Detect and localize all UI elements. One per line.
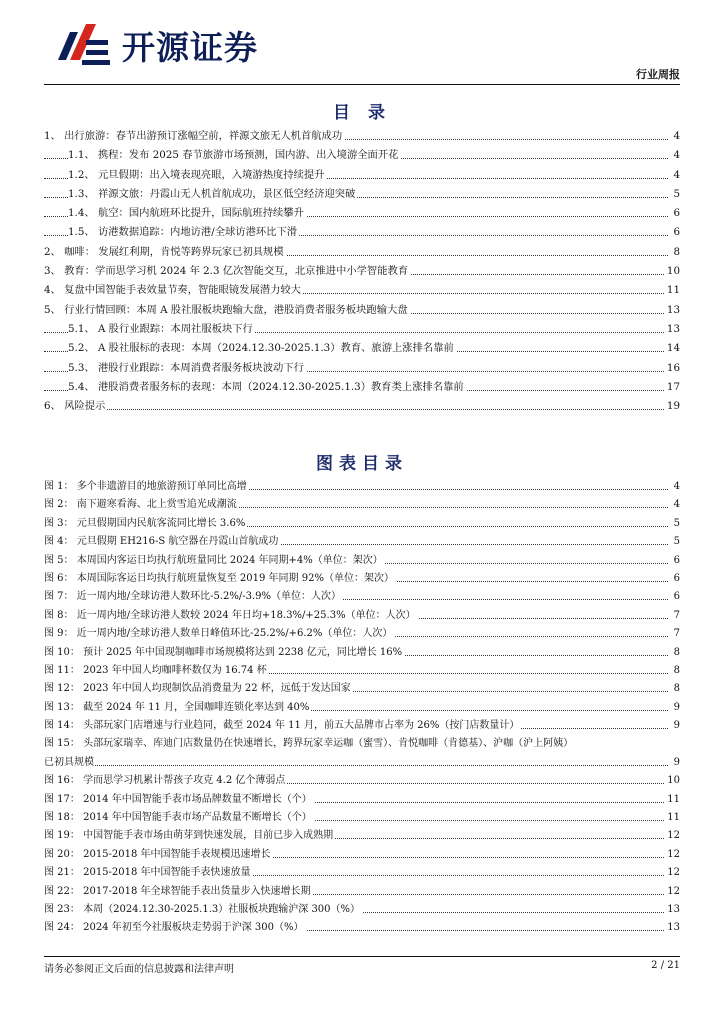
toc-entry-text: 教育：学而思学习机 2024 年 2.3 亿次智能交互，北京推进中小学智能教育 [64,265,409,278]
figure-entry[interactable] [44,827,680,845]
dot-leader [44,409,668,410]
figure-entry-continuation[interactable] [44,754,680,772]
toc-entry[interactable] [44,262,680,281]
toc-list [44,127,680,416]
figure-entry-text-cont: 已初具规模 [44,754,94,772]
figure-entry-number: 图 7： [44,591,74,603]
figure-entry-number: 图 22： [44,885,80,897]
figure-entry[interactable] [44,772,680,790]
figure-entry-text: 2014 年中国智能手表市场产品数量不断增长（个） [83,812,312,824]
figure-entry-number: 图 15： [44,738,80,750]
toc-entry[interactable] [44,243,680,262]
figure-entry-page: 4 [672,496,680,514]
company-logo [56,20,286,68]
figure-entry-page: 11 [665,809,680,827]
figure-entry[interactable] [44,533,680,551]
toc-entry-number: 1.2、 [68,168,95,181]
figure-entry-number: 图 20： [44,848,80,860]
toc-entry[interactable] [44,301,680,320]
figure-entry-text: 截至 2024 年 11 月，全国咖啡连锁化率达到 40% [83,701,310,713]
figure-entry-page: 12 [665,864,680,882]
figure-entry-text: 近一周内地/全球访港人数较 2024 年日均+18.3%/+25.3%（单位：人次） [76,609,416,621]
figure-entry-page: 8 [672,680,680,698]
figure-entry-text: 南下避寒看海、北上赏雪追光成潮流 [76,499,237,511]
figure-entry-page: 4 [672,478,680,496]
figure-entry-number: 图 9： [44,628,74,640]
figure-entry-text: 近一周内地/全球访港人数环比-5.2%/-3.9%（单位：人次） [76,591,342,603]
figure-entry-text: 预计 2025 年中国现制咖啡市场规模将达到 2238 亿元，同比增长 16% [83,646,403,658]
toc-entry-page: 13 [665,301,680,320]
toc-entry[interactable] [44,127,680,146]
figure-entry-text: 2017-2018 年全球智能手表出货量步入快速增长期 [83,885,311,897]
figure-entry-text: 头部玩家瑞幸、库迪门店数量仍在快速增长，跨界玩家幸运咖（蜜雪）、肯悦咖啡（肯德基）、沪咖（沪上阿姨） [83,738,574,750]
figure-entry-page: 9 [672,717,680,735]
figure-entry-text: 2015-2018 年中国智能手表快速放量 [83,867,251,879]
figure-entry-page: 8 [672,662,680,680]
figure-entry-text: 中国智能手表市场由萌芽到快速发展，目前已步入成熟期 [83,830,334,842]
figure-entry-number: 图 4： [44,536,74,548]
toc-entry[interactable] [44,359,680,378]
toc-entry-number: 1.5、 [68,226,95,239]
toc-entry-page: 16 [665,359,680,378]
logo-mark-icon [56,20,116,68]
figure-entry-number: 图 19： [44,830,80,842]
toc-entry-page: 5 [671,185,680,204]
toc-entry-page: 10 [665,262,680,281]
figure-entry-number: 图 16： [44,775,80,787]
figure-entry-text: 近一周内地/全球访港人数单日峰值环比-25.2%/+6.2%（单位：人次） [76,628,393,640]
toc-entry-page: 8 [671,243,680,262]
figure-entry-number: 图 21： [44,867,80,879]
toc-entry-text: 港股消费者服务标的表现：本周（2024.12.30-2025.1.3）教育类上涨排名靠前 [97,380,464,393]
figure-entry-text: 本周（2024.12.30-2025.1.3）社服板块跑输沪深 300（%） [83,903,361,915]
figure-entry-text: 2023 年中国人均现制饮品消费量为 22 杯，远低于发达国家 [83,683,351,695]
toc-entry[interactable] [44,378,680,397]
toc-entry[interactable] [44,339,680,358]
brand-name: 开源证券 [122,28,258,67]
figure-entry-text: 多个非遗游目的地旅游预订单同比高增 [76,481,247,492]
toc-entry-number: 1.4、 [68,207,95,220]
figure-entry-text: 学而思学习机累计帮孩子攻克 4.2 亿个薄弱点 [83,775,286,787]
toc-entry[interactable] [44,146,680,165]
figure-entry-text: 2015-2018 年中国智能手表规模迅速增长 [83,848,271,860]
toc-entry-number: 5.1、 [68,322,95,335]
figure-entry[interactable] [44,496,680,514]
figure-entry-page: 11 [665,791,680,809]
toc-entry-page: 13 [665,320,680,339]
toc-entry-text: 出行旅游：春节出游预订涨幅空前，祥源文旅无人机首航成功 [64,130,343,142]
figure-entry-page: 9 [672,699,680,717]
toc-entry-text: A 股社服标的表现：本周（2024.12.30-2025.1.3）教育、旅游上涨排名靠前 [97,342,454,355]
figure-entry[interactable] [44,588,680,606]
toc-entry[interactable] [44,204,680,223]
figure-entry-number: 图 11： [44,664,80,676]
toc-entry-text: 携程：发布 2025 春节旅游市场预测，国内游、出入境游全面开花 [97,149,399,162]
figure-entry-number: 图 14： [44,720,80,732]
disclaimer-text: 请务必参阅正文后面的信息披露和法律声明 [44,964,234,975]
figure-entry[interactable] [44,552,680,570]
figure-entry[interactable] [44,901,680,919]
figure-entry-page: 12 [665,827,680,845]
toc-entry-page: 4 [671,127,680,146]
figure-entry-page: 6 [672,570,680,588]
figure-entry[interactable] [44,735,680,753]
figure-entry-number: 图 12： [44,683,80,695]
figure-entry[interactable] [44,680,680,698]
figure-entry-page: 13 [665,919,680,937]
toc-entry[interactable] [44,320,680,339]
figure-entry-text: 2024 年初至今社服板块走势弱于沪深 300（%） [83,922,304,934]
figure-entry-page: 13 [665,901,680,919]
figure-list-title: 图表目录 [316,454,408,474]
figure-entry-text: 元旦假期国内民航客流同比增长 3.6% [76,517,246,529]
figure-entry[interactable] [44,570,680,588]
figure-entry-text: 头部玩家门店增速与行业趋同，截至 2024 年 11 月，前五大品牌市占率为 26%（按门店数量计） [83,720,520,732]
toc-entry-number: 3、 [44,265,61,278]
toc-entry-number: 5.3、 [68,361,95,374]
toc-entry-number: 4、 [44,284,61,297]
figure-entry-page: 10 [665,772,680,790]
figure-entry-page: 8 [672,644,680,662]
toc-entry-number: 5.4、 [68,380,95,393]
figure-entry[interactable] [44,625,680,643]
toc-entry-text: 复盘中国智能手表效量节奏，智能眼镜发展潜力较大 [64,284,301,297]
figure-entry[interactable] [44,919,680,937]
header-divider [44,84,680,85]
toc-entry[interactable] [44,281,680,300]
figure-entry-number: 图 10： [44,646,80,658]
figure-entry-page: 12 [665,883,680,901]
figure-entry-number: 图 18： [44,812,80,824]
report-type-tag: 行业周报 [636,68,680,81]
figure-entry[interactable] [44,717,680,735]
figure-entry-page: 5 [672,515,680,533]
toc-entry-page: 4 [671,146,680,165]
figure-entry[interactable] [44,662,680,680]
toc-entry[interactable] [44,166,680,185]
toc-entry-page: 6 [671,204,680,223]
figure-entry[interactable] [44,699,680,717]
figure-entry-number: 图 24： [44,922,80,934]
toc-entry-number: 1、 [44,130,61,142]
figure-entry-number: 图 3： [44,517,74,529]
toc-entry-number: 5、 [44,303,61,316]
figure-entry-number: 图 1： [44,481,74,492]
footer-divider [44,956,680,957]
figure-entry-number: 图 17： [44,793,80,805]
figure-entry-text: 本周国内客运日均执行航班量同比 2024 年同期+4%（单位：架次） [76,554,383,566]
figure-entry[interactable] [44,809,680,827]
figure-entry-page: 12 [665,846,680,864]
toc-entry-text: 祥源文旅：丹霞山无人机首航成功，景区低空经济迎突破 [97,187,356,200]
toc-entry-page: 6 [671,223,680,242]
toc-entry-number: 1.3、 [68,187,95,200]
figure-entry-text: 元旦假期 EH216-S 航空器在丹霞山首航成功 [76,536,279,548]
toc-entry-text: A 股行业跟踪：本周社服板块下行 [97,322,253,335]
figure-entry-number: 图 23： [44,903,80,915]
figure-entry-page: 6 [672,588,680,606]
figure-entry-text: 2014 年中国智能手表市场品牌数量不断增长（个） [83,793,312,805]
figure-list [44,478,680,938]
toc-entry-number: 5.2、 [68,342,95,355]
figure-entry-number: 图 5： [44,554,74,566]
toc-entry-text: 行业行情回顾：本周 A 股社服板块跑输大盘，港股消费者服务板块跑输大盘 [64,303,408,316]
figure-entry-page: 7 [672,625,680,643]
dot-leader [44,765,668,766]
figure-entry-text: 2023 年中国人均咖啡杯数仅为 16.74 杯 [83,664,267,676]
figure-entry-number: 图 13： [44,701,80,713]
page-header [44,14,680,81]
figure-entry-text: 本周国际客运日均执行航班量恢复至 2019 年同期 92%（单位：架次） [76,572,394,584]
toc-entry-text: 航空：国内航班环比提升，国际航班持续攀升 [97,207,304,220]
figure-entry[interactable] [44,883,680,901]
toc-title: 目 录 [333,103,391,123]
figure-entry[interactable] [44,478,680,496]
toc-entry-text: 风险提示 [64,400,106,413]
toc-entry-text: 元旦假期：出入境表现亮眼，入境游热度持续提升 [97,168,325,181]
figure-entry-number: 图 6： [44,572,74,584]
figure-entry[interactable] [44,607,680,625]
toc-entry[interactable] [44,223,680,242]
figure-entry-page: 7 [672,607,680,625]
figure-entry-page: 6 [672,552,680,570]
toc-entry-number: 1.1、 [68,149,95,162]
toc-entry[interactable] [44,185,680,204]
toc-entry-page: 11 [665,281,680,300]
figure-entry-page: 9 [672,754,680,772]
figure-entry[interactable] [44,846,680,864]
figure-entry[interactable] [44,791,680,809]
toc-entry-page: 17 [665,378,680,397]
toc-entry[interactable] [44,397,680,416]
figure-entry[interactable] [44,515,680,533]
toc-entry-number: 6、 [44,400,61,413]
figure-entry-number: 图 8： [44,609,74,621]
figure-entry[interactable] [44,644,680,662]
toc-entry-page: 14 [665,339,680,358]
figure-entry[interactable] [44,864,680,882]
page-number: 2 / 21 [651,960,680,971]
figure-entry-number: 图 2： [44,499,74,511]
toc-entry-text: 港股行业跟踪：本周消费者服务板块波动下行 [97,361,304,374]
toc-entry-text: 访港数据追踪：内地访港/全球访港环比下滑 [97,226,298,239]
toc-entry-page: 4 [671,166,680,185]
toc-entry-number: 2、 [44,245,61,258]
toc-entry-page: 19 [665,397,680,416]
toc-entry-text: 咖啡： 发展红利期，肯悦等跨界玩家已初具规模 [64,245,284,258]
figure-entry-page: 5 [672,533,680,551]
